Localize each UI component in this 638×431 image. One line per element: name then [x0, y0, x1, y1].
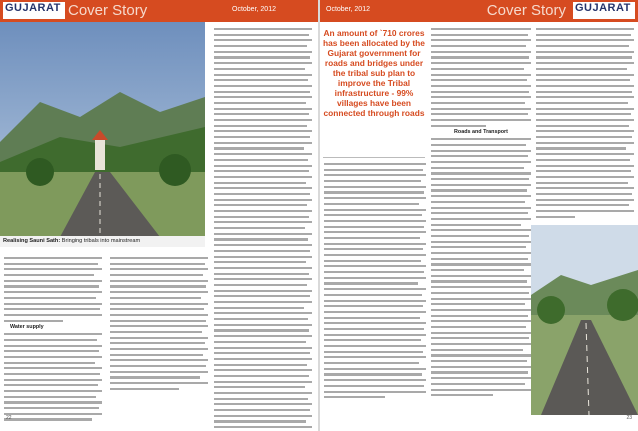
subhead-water-supply: Water supply — [10, 324, 44, 331]
text-column — [536, 27, 634, 221]
caption-text: Bringing tribals into mainstream — [60, 238, 141, 244]
photo-image — [0, 22, 205, 237]
left-page — [0, 0, 318, 431]
issue-date: October, 2012 — [232, 6, 276, 13]
subhead-roads-transport: Roads and Transport — [454, 129, 508, 136]
text-column — [431, 27, 531, 400]
page-header — [320, 0, 638, 22]
text-column — [4, 256, 102, 424]
cover-photo — [0, 22, 205, 237]
page-number: 23 — [626, 415, 632, 421]
divider — [323, 157, 425, 158]
photo-caption — [0, 236, 205, 247]
paragraph — [536, 28, 634, 218]
issue-date: October, 2012 — [326, 6, 370, 13]
section-title: Cover Story — [486, 2, 566, 19]
logo-text: GUJARAT — [575, 2, 631, 14]
road-photo — [531, 225, 638, 415]
section-title: Cover Story — [68, 2, 148, 19]
text-column — [324, 162, 426, 402]
right-page — [320, 0, 638, 431]
page-number: 22 — [6, 415, 12, 421]
text-column — [110, 256, 208, 394]
paragraph — [4, 257, 102, 322]
magazine-logo — [3, 2, 65, 19]
road-image — [531, 225, 638, 415]
paragraph — [214, 28, 312, 431]
paragraph — [110, 257, 208, 390]
paragraph — [324, 163, 426, 398]
page-header — [0, 0, 318, 22]
text-column — [214, 27, 312, 431]
magazine-logo — [573, 2, 635, 19]
paragraph — [4, 333, 102, 420]
pull-quote: An amount of `710 crores has been allocated by the Gujarat government for roads and bridges under the tribal sub plan to improve the Tribal infrastructure - 99% villages have been connected through roads — [323, 28, 425, 118]
paragraph — [431, 138, 531, 396]
paragraph — [431, 28, 531, 127]
logo-text: GUJARAT — [5, 2, 61, 14]
caption-label: Realising Sauni Sath: — [3, 238, 61, 244]
